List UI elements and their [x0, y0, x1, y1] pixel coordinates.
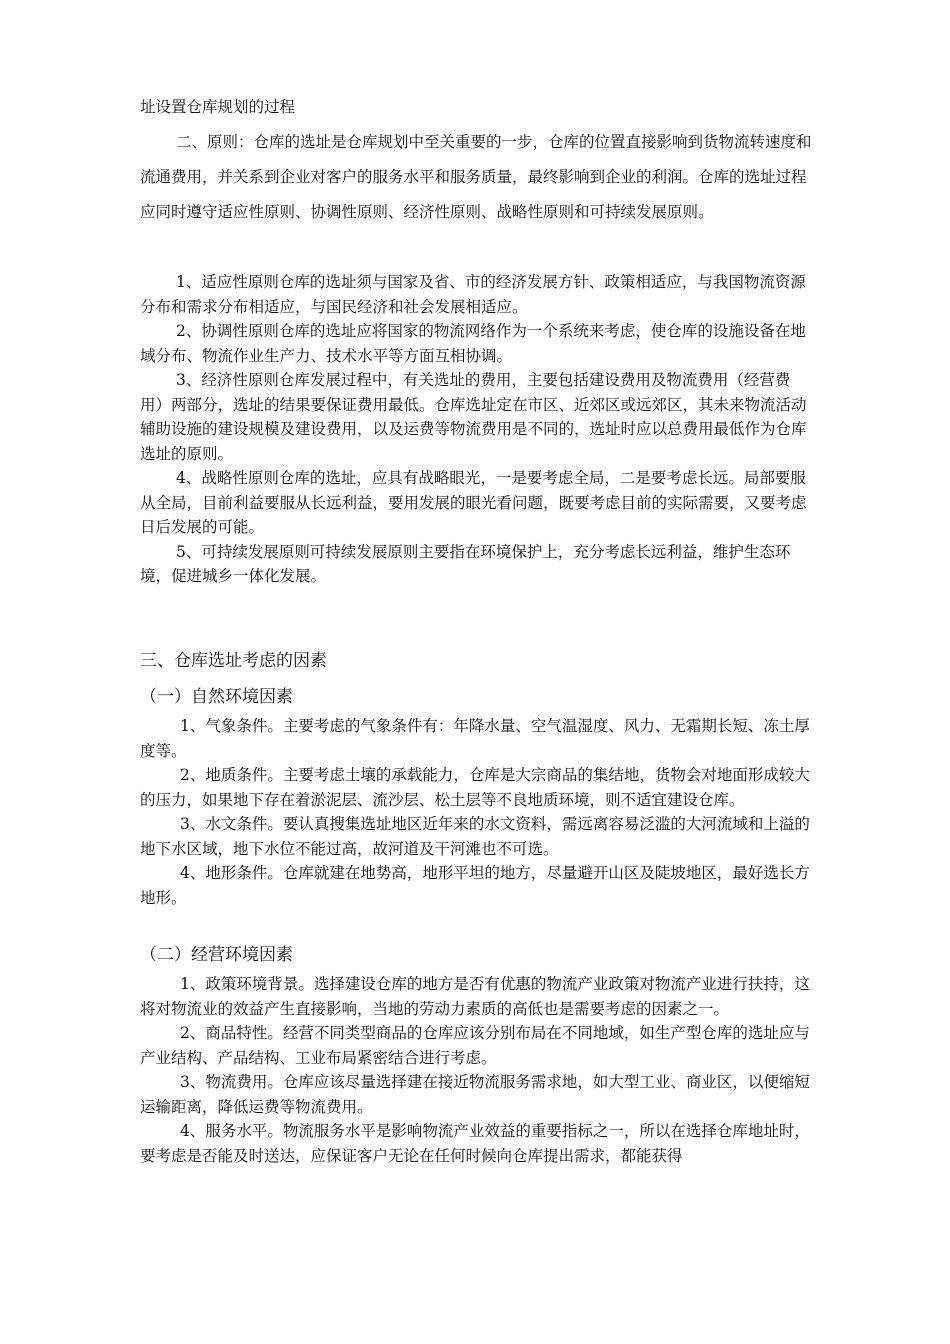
business-factors-list: [140, 972, 812, 1168]
principles-intro: 二、原则：仓库的选址是仓库规划中至关重要的一步，仓库的位置直接影响到货物流转速度和流通费用，并关系到企业对客户的服务水平和服务质量，最终影响到企业的利润。仓库的选址过程应同时遵守适应性原则、协调性原则、经济性原则、战略性原则和可持续发展原则。: [140, 133, 812, 221]
natural-factors-list: [140, 714, 812, 910]
factor-item: 2、地质条件。主要考虑土壤的承载能力，仓库是大宗商品的集结地，货物会对地面形成较大的压力，如果地下存在着淤泥层、流沙层、松土层等不良地质环境，则不适宜建设仓库。: [140, 766, 810, 809]
subsection-title-natural: （一）自然环境因素: [140, 687, 293, 707]
section-title: 三、仓库选址考虑的因素: [140, 651, 327, 671]
factor-item: 2、商品特性。经营不同类型商品的仓库应该分别布局在不同地域，如生产型仓库的选址应与产业结构、产品结构、工业布局紧密结合进行考虑。: [140, 1024, 810, 1067]
factor-item: 3、物流费用。仓库应该尽量选择建在接近物流服务需求地，如大型工业、商业区，以便缩短运输距离，降低运费等物流费用。: [140, 1073, 810, 1116]
factor-item: 1、政策环境背景。选择建设仓库的地方是否有优惠的物流产业政策对物流产业进行扶持，这将对物流业的效益产生直接影响，当地的劳动力素质的高低也是需要考虑的因素之一。: [140, 975, 810, 1018]
factor-item: 4、服务水平。物流服务水平是影响物流产业效益的重要指标之一，所以在选择仓库地址时，要考虑是否能及时送达，应保证客户无论在任何时候向仓库提出需求，都能获得: [140, 1122, 810, 1165]
intro-line: 址设置仓库规划的过程: [140, 98, 296, 116]
principle-item: 3、经济性原则仓库发展过程中，有关选址的费用，主要包括建设费用及物流费用（经营费用）两部分，选址的结果要保证费用最低。仓库选址定在市区、近郊区或远郊区，其未来物流活动辅助设施的建设规模及建设费用，以及运费等物流费用是不同的，选址时应以总费用最低作为仓库选址的原则。: [140, 371, 807, 463]
principle-item: 1、适应性原则仓库的选址须与国家及省、市的经济发展方针、政策相适应，与我国物流资源分布和需求分布相适应，与国民经济和社会发展相适应。: [140, 273, 806, 316]
factor-item: 1、气象条件。主要考虑的气象条件有：年降水量、空气温湿度、风力、无霜期长短、冻土厚度等。: [140, 717, 810, 760]
factor-item: 4、地形条件。仓库就建在地势高，地形平坦的地方，尽量避开山区及陡坡地区，最好选长方地形。: [140, 864, 810, 907]
factor-item: 3、水文条件。要认真搜集选址地区近年来的水文资料，需远离容易泛滥的大河流域和上溢的地下水区域，地下水位不能过高，故河道及干河滩也不可选。: [140, 815, 810, 858]
principles-list: [140, 270, 812, 589]
principle-item: 4、战略性原则仓库的选址，应具有战略眼光，一是要考虑全局，二是要考虑长远。局部要服从全局，目前利益要服从长远利益，要用发展的眼光看问题，既要考虑目前的实际需要，又要考虑日后发展的可能。: [140, 469, 807, 536]
principle-item: 5、可持续发展原则可持续发展原则主要指在环境保护上，充分考虑长远利益，维护生态环境，促进城乡一体化发展。: [140, 542, 791, 585]
principle-item: 2、协调性原则仓库的选址应将国家的物流网络作为一个系统来考虑，使仓库的设施设备在地域分布、物流作业生产力、技术水平等方面互相协调。: [140, 322, 806, 365]
subsection-title-business: （二）经营环境因素: [140, 945, 293, 965]
